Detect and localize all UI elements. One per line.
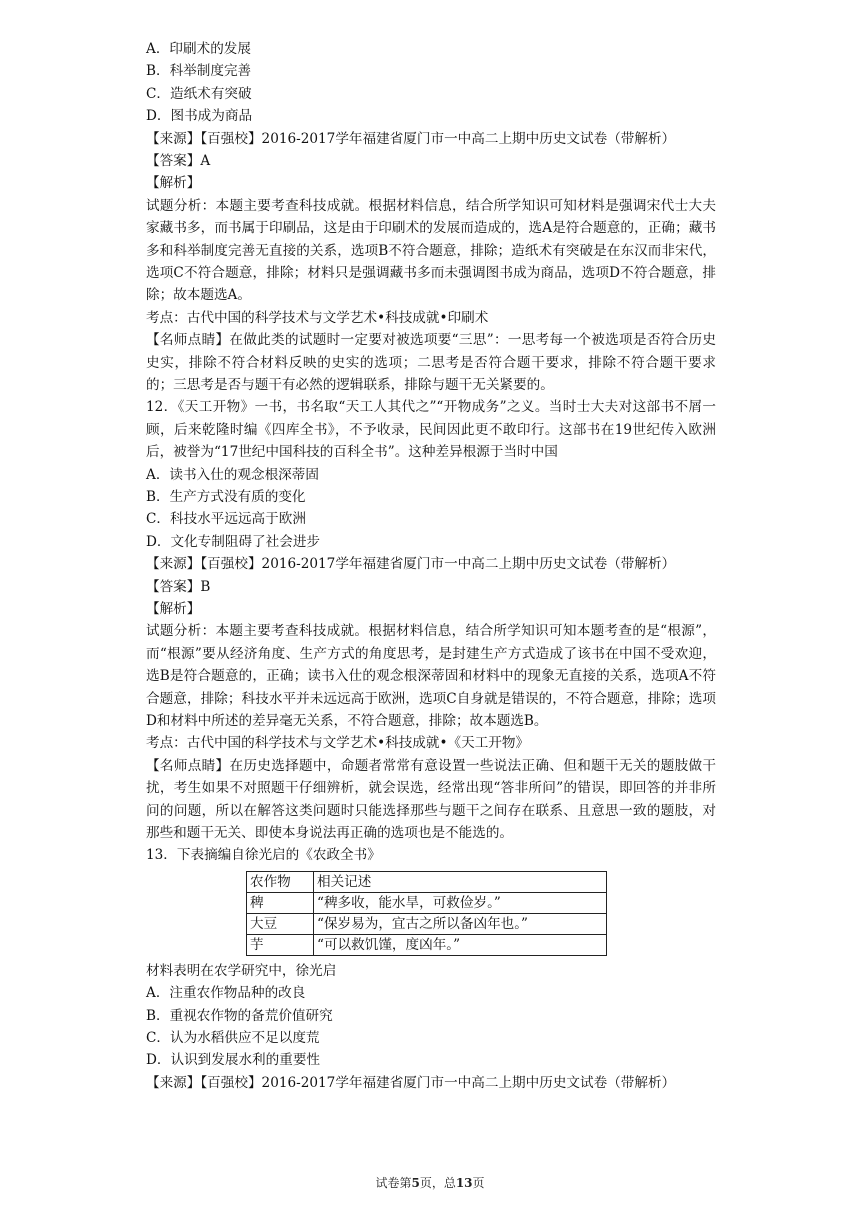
option-c: C．认为水稻供应不足以度荒	[146, 1029, 320, 1046]
table-row	[247, 892, 607, 913]
crop-table	[246, 871, 607, 956]
option-d: D．文化专制阻碍了社会进步	[146, 533, 321, 550]
source-line: 【来源】【百强校】2016-2017学年福建省厦门市一中高二上期中历史文试卷（带解析）	[146, 556, 676, 573]
table-cell: “稗多收，能水旱，可救俭岁。”	[314, 892, 607, 913]
footer-middle: 页，总	[419, 1176, 456, 1190]
analysis-text: 试题分析：本题主要考查科技成就。根据材料信息，结合所学知识可知材料是强调宋代士大夫家藏书多，而书属于印刷品，这是由于印刷术的发展而造成的，选A是符合题意的，正确；藏书多和科举制度完善无直接的关系，选项B不符合题意，排除；造纸术有突破是在东汉而非宋代，选项C不符合题意，排除；材料只是强调藏书多而未强调图书成为商品，选项D不符合题意，排除；故本题选A。	[146, 197, 716, 304]
footer-prefix: 试卷第	[375, 1176, 412, 1190]
table-cell: 芋	[247, 934, 314, 955]
table-row	[247, 913, 607, 934]
analysis-heading: 【解析】	[146, 175, 201, 192]
option-b: B．科举制度完善	[146, 63, 252, 80]
table-header-cell: 相关记述	[314, 871, 607, 892]
option-d: D．图书成为商品	[146, 108, 253, 125]
teacher-comment: 【名师点睛】在历史选择题中，命题者常常有意设置一些说法正确、但和题干无关的题肢做干扰，考生如果不对照题干仔细辨析，就会误选，经常出现“答非所问”的错误，即回答的并非所问的问题，所以在解答这类问题时只能选择那些与题干之间存在联系、且意思一致的题肢，对那些和题干无关、即使本身说法再正确的选项也是不能选的。	[146, 757, 716, 841]
source-line: 【来源】【百强校】2016-2017学年福建省厦门市一中高二上期中历史文试卷（带解析）	[146, 130, 676, 147]
table-cell: “保岁易为，宜古之所以备凶年也。”	[314, 913, 607, 934]
teacher-comment: 【名师点睛】在做此类的试题时一定要对被选项要“三思”：一思考每一个被选项是否符合历史史实，排除不符合材料反映的史实的选项；二思考是否符合题干要求，排除不符合题干要求的；三思考是否与题干有必然的逻辑联系，排除与题干无关紧要的。	[146, 332, 716, 393]
table-cell: 稗	[247, 892, 314, 913]
answer-line: 【答案】A	[146, 152, 211, 169]
option-d: D．认识到发展水利的重要性	[146, 1052, 321, 1069]
current-page-number: 5	[411, 1176, 420, 1190]
option-b: B．生产方式没有质的变化	[146, 488, 306, 505]
question-stem: 13．下表摘编自徐光启的《农政全书》	[146, 847, 381, 864]
analysis-text: 试题分析：本题主要考查科技成就。根据材料信息，结合所学知识可知本题考查的是“根源”，而“根源”要从经济角度、生产方式的角度思考，是封建生产方式造成了该书在中国不受欢迎，选B是符合题意的，正确；读书入仕的观念根深蒂固和材料中的现象无直接的关系，选项A不符合题意，排除；科技水平并未远远高于欧洲，选项C自身就是错误的，不符合题意，排除；选项D和材料中所述的差异毫无关系，不符合题意，排除；故本题选B。	[146, 623, 716, 729]
option-b: B．重视农作物的备荒价值研究	[146, 1007, 333, 1024]
answer-line: 【答案】B	[146, 578, 211, 595]
page-footer	[0, 1174, 860, 1191]
table-cell: 大豆	[247, 913, 314, 934]
table-header-row	[247, 871, 607, 892]
question-stem: 12．《天工开物》一书，书名取“天工人其代之”“开物成务”之义。当时士大夫对这部书不屑一顾，后来乾隆时编《四库全书》，不予收录，民间因此更不敢印行。这部书在19世纪传入欧洲后，被誉为“17世纪中国科技的百科全书”。这种差异根源于当时中国	[146, 399, 716, 461]
document-page	[146, 38, 716, 1094]
footer-suffix: 页	[472, 1176, 485, 1190]
question-prompt: 材料表明在农学研究中，徐光启	[146, 962, 337, 979]
table-cell: “可以救饥馑，度凶年。”	[314, 934, 607, 955]
option-c: C．科技水平远远高于欧洲	[146, 511, 306, 528]
option-c: C．造纸术有突破	[146, 85, 252, 102]
total-page-count: 13	[455, 1176, 473, 1190]
option-a: A．印刷术的发展	[146, 41, 251, 57]
option-a: A．注重农作物品种的改良	[146, 985, 306, 1002]
table-header-cell: 农作物	[247, 871, 314, 892]
analysis-heading: 【解析】	[146, 600, 201, 617]
knowledge-point: 考点：古代中国的科学技术与文学艺术•科技成就•《天工开物》	[146, 735, 530, 752]
table-row	[247, 934, 607, 955]
source-line: 【来源】【百强校】2016-2017学年福建省厦门市一中高二上期中历史文试卷（带解析）	[146, 1074, 676, 1091]
knowledge-point: 考点：古代中国的科学技术与文学艺术•科技成就•印刷术	[146, 309, 489, 326]
option-a: A．读书入仕的观念根深蒂固	[146, 466, 319, 483]
